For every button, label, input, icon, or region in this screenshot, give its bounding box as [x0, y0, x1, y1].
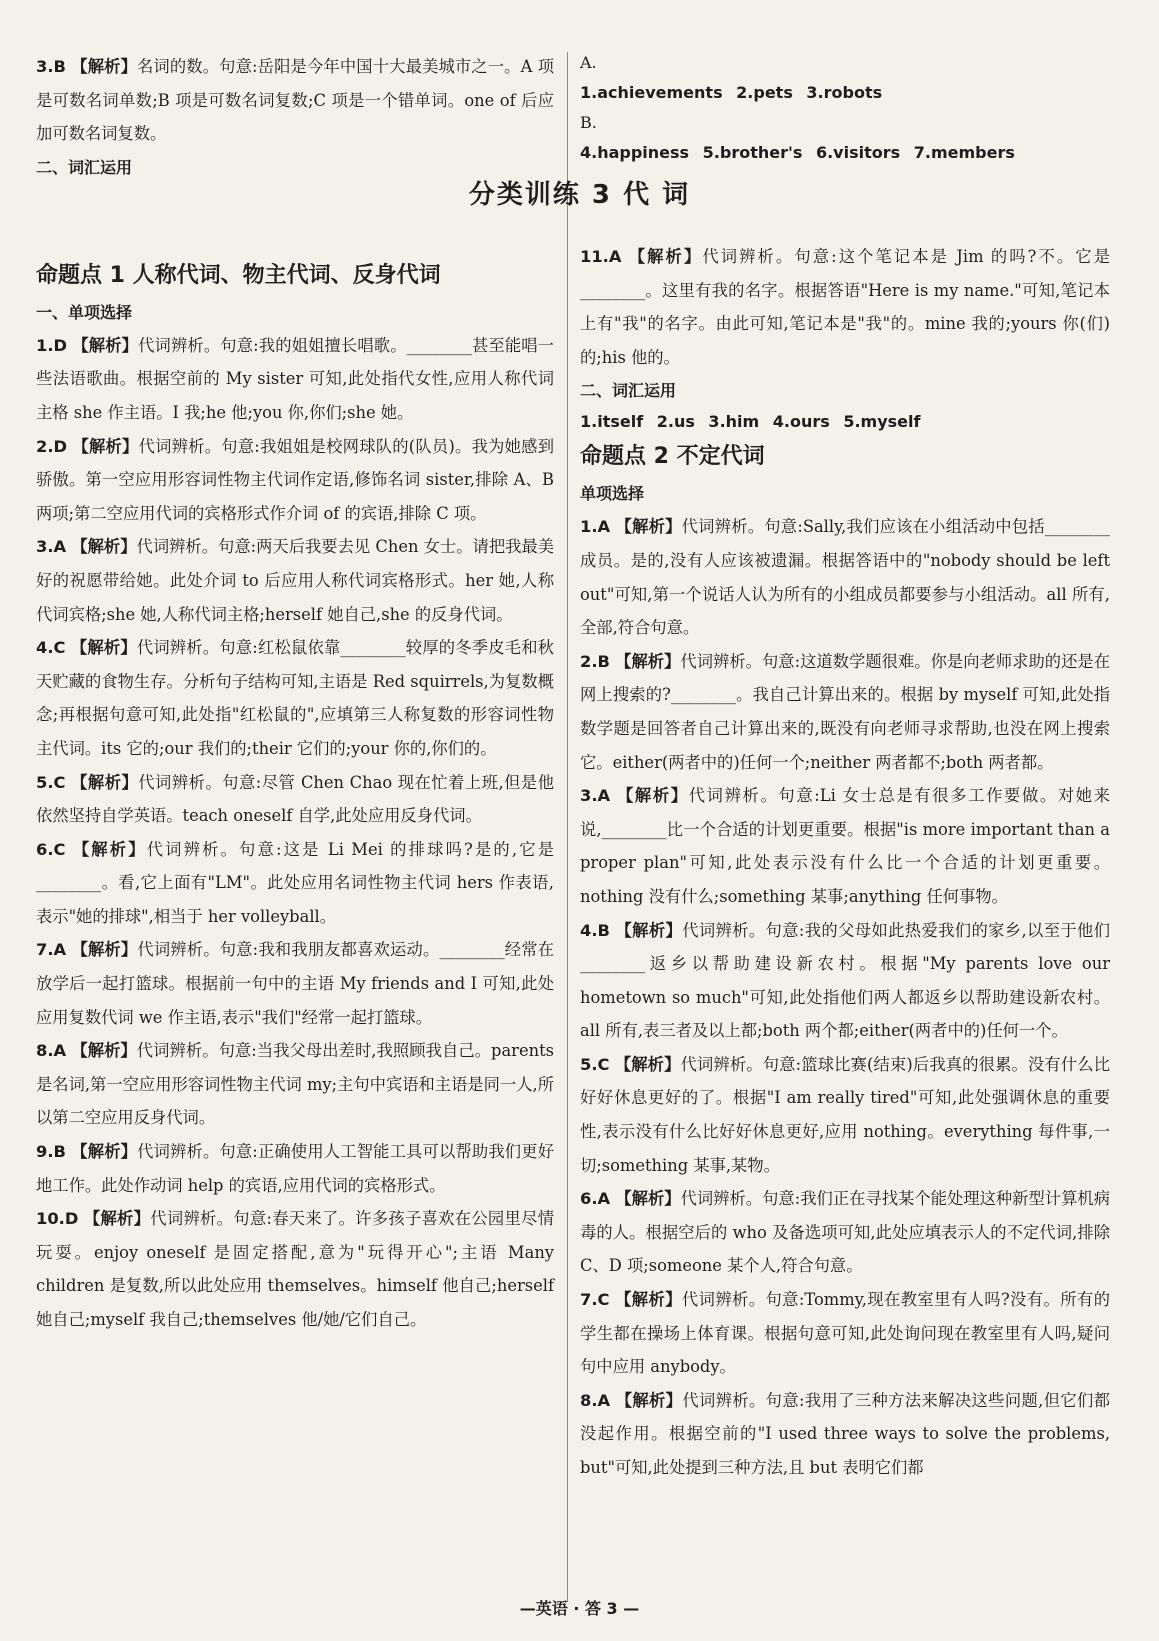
answer-number: 1.D [36, 335, 68, 355]
analysis-tag: 【解析】 [72, 436, 139, 456]
left-column [36, 50, 554, 1337]
answer-number: 9.B [36, 1142, 66, 1162]
vocab-heading: 二、词汇运用 [580, 381, 677, 401]
answer-text: 代词辨析。句意:我姐姐是校网球队的(队员)。我为她感到骄傲。第一空应用形容词性物主代词作定语,修饰名词 sister,排除 A、B 两项;第二空应用代词的宾格形式作介词 of 的宾语,排除 C 项。 [36, 436, 554, 523]
answer-text: 代词辨析。句意:我们正在寻找某个能处理这种新型计算机病毒的人。根据空后的 who 及备选项可知,此处应填表示人的不定代词,排除 C、D 项;someone 某个人,符合句意。 [580, 1189, 1110, 1276]
answer-text: 代词辨析。句意:正确使用人工智能工具可以帮助我们更好地工作。此处作动词 help 的宾语,应用代词的宾格形式。 [36, 1142, 554, 1195]
answer-number: 4.C [36, 638, 66, 658]
answer-item-11a [580, 240, 1110, 374]
answer-number: 10.D [36, 1209, 79, 1229]
answer-item [36, 1135, 554, 1202]
answer-item [36, 530, 554, 631]
answer-number: 3.A [580, 786, 611, 806]
answer-number: 3.A [36, 537, 67, 557]
answer-text: 名词的数。句意:岳阳是今年中国十大最美城市之一。A 项是可数名词单数;B 项是可数名词复数;C 项是一个错单词。one of 后应加可数名词复数。 [36, 57, 554, 144]
page-footer: —英语 · 答 3 — [519, 1599, 640, 1618]
analysis-tag: 【解析】 [70, 638, 137, 658]
answer-text: 代词辨析。句意:我和我朋友都喜欢运动。________经常在放学后一起打篮球。根据前一句中的主语 My friends and I 可知,此处应用复数代词 we 作主语,表示"我们"经常一起打篮球。 [36, 940, 554, 1027]
analysis-tag: 【解析】 [615, 1390, 683, 1410]
answer-text: 代词辨析。句意:我的姐姐擅长唱歌。________甚至能唱一些法语歌曲。根据空前的 My sister 可知,此处指代女性,应用人称代词主格 she 作主语。I 我;he 他;you 你,你们;she 她。 [36, 335, 554, 422]
right-column [580, 48, 1110, 1485]
answer-item [580, 914, 1110, 1048]
answer-item [580, 1048, 1110, 1182]
answer-text: 代词辨析。句意:这个笔记本是 Jim 的吗?不。它是________。这里有我的名字。根据答语"Here is my name."可知,笔记本上有"我"的名字。由此可知,笔记本是"我"的。mine 我的;yours 你(们)的;his 他的。 [580, 247, 1110, 367]
answer-item [36, 631, 554, 765]
answer-item [580, 1384, 1110, 1485]
analysis-tag: 【解析】 [83, 1209, 151, 1229]
analysis-tag: 【解析】 [615, 920, 683, 940]
analysis-tag: 【解析】 [71, 772, 139, 792]
answer-item [580, 1182, 1110, 1283]
answer-item [36, 329, 554, 430]
spacer [580, 168, 1110, 240]
answer-number: 5.C [580, 1054, 610, 1074]
answer-item [36, 430, 554, 531]
analysis-tag: 【解析】 [72, 839, 147, 859]
answer-text: 代词辨析。句意:两天后我要去见 Chen 女士。请把我最美好的祝愿带给她。此处介词 to 后应用人称代词宾格形式。her 她,人称代词宾格;she 她,人称代词主格;herself 她自己,she 的反身代词。 [36, 537, 554, 624]
sub-heading: 一、单项选择 [36, 302, 133, 322]
answer-number: 7.A [36, 940, 67, 960]
vocab-heading: 二、词汇运用 [36, 157, 133, 177]
answer-text: 代词辨析。句意:我的父母如此热爱我们的家乡,以至于他们________返乡以帮助建设新农村。根据"My parents love our hometown so much"可知,此处指他们两人都返乡以帮助建设新农村。all 所有,表三者及以上都;both 两个都;either(两者中的)任何一个。 [580, 920, 1110, 1041]
part-a-answers: 1.achievements 2.pets 3.robots [580, 83, 883, 102]
answer-item [36, 933, 554, 1034]
analysis-tag: 【解析】 [628, 247, 703, 266]
answer-number: 1.A [580, 517, 611, 537]
analysis-tag: 【解析】 [71, 940, 138, 960]
analysis-tag: 【解析】 [616, 786, 689, 806]
analysis-tag: 【解析】 [72, 335, 139, 355]
answer-number: 6.C [36, 839, 66, 859]
analysis-tag: 【解析】 [614, 1054, 681, 1074]
analysis-tag: 【解析】 [71, 57, 137, 76]
answer-text: 代词辨析。句意:Li 女士总是有很多工作要做。对她来说,________比一个合适的计划更重要。根据"is more important than a proper plan"可知,此处表示没有什么比一个合适的计划更重要。nothing 没有什么;something 某事;anything 任何事物。 [580, 786, 1110, 906]
answer-text: 代词辨析。句意:我用了三种方法来解决这些问题,但它们都没起作用。根据空前的"I used three ways to solve the problems, but"可知,此处提到三种方法,且 but 表明它们都 [580, 1390, 1110, 1477]
analysis-tag: 【解析】 [71, 1142, 138, 1162]
answer-item [580, 510, 1110, 644]
answer-number: 4.B [580, 920, 610, 940]
answer-text: 代词辨析。句意:红松鼠依靠________较厚的冬季皮毛和秋天贮藏的食物生存。分析句子结构可知,主语是 Red squirrels,为复数概念;再根据句意可知,此处指"红松鼠的",应填第三人称复数的形容词性物主代词。its 它的;our 我们的;their 它们的;your 你的,你们的。 [36, 638, 554, 758]
answer-item [36, 833, 554, 934]
answer-number: 11.A [580, 247, 622, 266]
answer-number: 5.C [36, 772, 66, 792]
answer-item [36, 1034, 554, 1135]
analysis-tag: 【解析】 [615, 651, 681, 671]
answer-text: 代词辨析。句意:这是 Li Mei 的排球吗?是的,它是________。看,它上面有"LM"。此处应用名词性物主代词 hers 作表语,表示"她的排球",相当于 her volleyball。 [36, 839, 554, 926]
answer-item [580, 1283, 1110, 1384]
sub-heading: 单项选择 [580, 484, 645, 504]
answer-item [36, 1202, 554, 1336]
section-title: 分类训练 3 代 词 [468, 180, 691, 210]
answer-number: 8.A [36, 1041, 67, 1061]
answer-item [580, 645, 1110, 779]
answer-number: 2.B [580, 651, 610, 671]
vocab-answers: 1.itself 2.us 3.him 4.ours 5.myself [580, 412, 921, 432]
point-title-2: 命题点 2 不定代词 [580, 444, 765, 470]
answer-number: 6.A [580, 1189, 611, 1209]
answer-number: 2.D [36, 436, 68, 456]
answer-item [580, 779, 1110, 913]
analysis-tag: 【解析】 [615, 1189, 681, 1209]
answer-number: 8.A [580, 1390, 611, 1410]
part-b-label: B. [580, 113, 597, 132]
answer-text: 代词辨析。句意:篮球比赛(结束)后我真的很累。没有什么比好好休息更好的了。根据"I am really tired"可知,此处强调休息的重要性,表示没有什么比好好休息更好,应用 nothing。everything 每件事,一切;something 某事,某物。 [580, 1054, 1110, 1175]
column-divider [567, 52, 568, 1602]
answer-text: 代词辨析。句意:尽管 Chen Chao 现在忙着上班,但是他依然坚持自学英语。teach oneself 自学,此处应用反身代词。 [36, 772, 554, 826]
answer-text: 代词辨析。句意:春天来了。许多孩子喜欢在公园里尽情玩耍。enjoy oneself 是固定搭配,意为"玩得开心";主语 Many children 是复数,所以此处应用 themselves。himself 他自己;herself 她自己;myself 我自己;themselves 他/她/它们自己。 [36, 1209, 554, 1329]
answer-text: 代词辨析。句意:Tommy,现在教室里有人吗?没有。所有的学生都在操场上体育课。根据句意可知,此处询问现在教室里有人吗,疑问句中应用 anybody。 [580, 1290, 1110, 1377]
answer-text: 代词辨析。句意:Sally,我们应该在小组活动中包括________成员。是的,没有人应该被遗漏。根据答语中的"nobody should be left out"可知,第一个说话人认为所有的小组成员都要参与小组活动。all 所有,全部,符合句意。 [580, 517, 1110, 638]
answer-item [36, 766, 554, 833]
answer-number: 3.B [36, 57, 66, 76]
answer-item-3b [36, 50, 554, 151]
part-b-answers: 4.happiness 5.brother's 6.visitors 7.members [580, 143, 1015, 162]
point-title-1: 命题点 1 人称代词、物主代词、反身代词 [36, 262, 441, 288]
analysis-tag: 【解析】 [71, 1041, 137, 1061]
analysis-tag: 【解析】 [71, 537, 137, 557]
answer-number: 7.C [580, 1290, 610, 1310]
part-a-label: A. [580, 53, 597, 72]
analysis-tag: 【解析】 [615, 1290, 682, 1310]
answer-text: 代词辨析。句意:当我父母出差时,我照顾我自己。parents 是名词,第一空应用形容词性物主代词 my;主句中宾语和主语是同一人,所以第二空应用反身代词。 [36, 1041, 554, 1128]
answer-text: 代词辨析。句意:这道数学题很难。你是向老师求助的还是在网上搜索的?________。我自己计算出来的。根据 by myself 可知,此处指数学题是回答者自己计算出来的,既没有向老师寻求帮助,也没在网上搜索它。either(两者中的)任何一个;neither 两者都不;both 两者都。 [580, 651, 1110, 772]
analysis-tag: 【解析】 [615, 517, 682, 537]
